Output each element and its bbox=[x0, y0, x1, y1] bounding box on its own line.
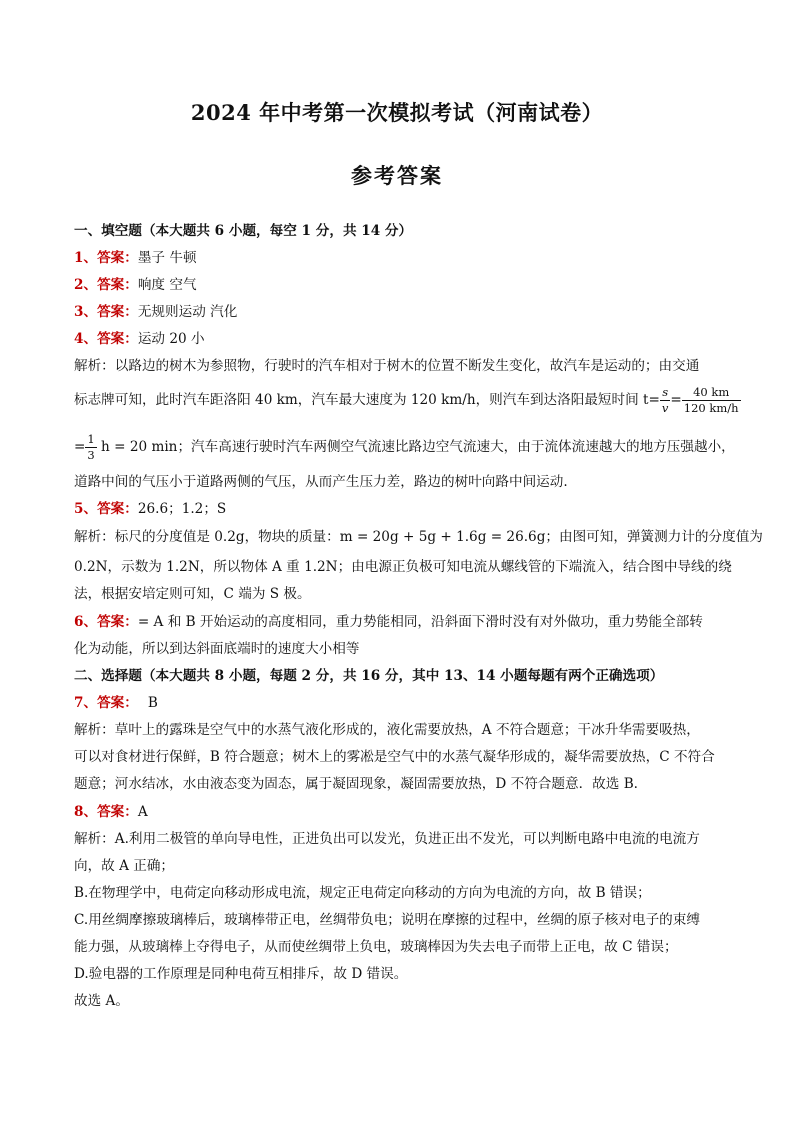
q4-answer-label: 答案 bbox=[97, 331, 125, 347]
section1-heading: 一、填空题（本大题共 6 小题，每空 1 分，共 14 分） bbox=[74, 223, 413, 239]
q7-answer: B bbox=[147, 695, 158, 711]
q8-explanation-line4: C.用丝绸摩擦玻璃棒后，玻璃棒带正电，丝绸带负电；说明在摩擦的过程中，丝绸的原子核对电子的束缚 bbox=[74, 912, 700, 928]
q6-answer-line: 6、答案：= A 和 B 开始运动的高度相同，重力势能相同，沿斜面下滑时没有对外做功，重力势能全部转 bbox=[74, 614, 703, 630]
q6-answer-line2: 化为动能，所以到达斜面底端时的速度大小相等 bbox=[74, 641, 360, 657]
fraction-distance-over-speed bbox=[682, 385, 741, 416]
q4-answer: 运动 20 小 bbox=[137, 331, 205, 347]
frac-denominator-v: v bbox=[661, 401, 669, 415]
q5-answer: 26.6；1.2；S bbox=[137, 501, 227, 517]
q5-explanation-line2: 0.2N，示数为 1.2N，所以物体 A 重 1.2N；由电源正负极可知电流从螺线管的下端流入，结合图中导线的绕 bbox=[74, 559, 732, 575]
q4-explanation-line1: 解析：以路边的树木为参照物，行驶时的汽车相对于树木的位置不断发生变化，故汽车是运动的；由交通 bbox=[74, 358, 700, 374]
q4-explanation-text: 标志牌可知，此时汽车距洛阳 40 km，汽车最大速度为 120 km/h，则汽车到达洛阳最短时间 t= bbox=[74, 392, 660, 408]
q2-answer-line: 2、答案：响度 空气 bbox=[74, 277, 197, 293]
q5-number: 5、 bbox=[74, 501, 98, 517]
q8-explanation-line7: 故选 A。 bbox=[74, 993, 129, 1009]
q8-explanation-line1: 解析：A.利用二极管的单向导电性，正进负出可以发光，负进正出不发光，可以判断电路中电流的电流方 bbox=[74, 831, 700, 847]
q1-answer: 墨子 牛顿 bbox=[137, 250, 197, 266]
q7-answer-line: 7、答案： B bbox=[74, 695, 158, 711]
fraction-s-over-v bbox=[660, 385, 671, 416]
q3-answer: 无规则运动 汽化 bbox=[137, 304, 238, 320]
q4-number: 4、 bbox=[74, 331, 98, 347]
q6-answer-label: 答案 bbox=[97, 614, 125, 630]
q2-answer: 响度 空气 bbox=[137, 277, 197, 293]
q6-number: 6、 bbox=[74, 614, 98, 630]
section2-heading: 二、选择题（本大题共 8 小题，每题 2 分，共 16 分，其中 13、14 小题每题有两个正确选项） bbox=[74, 668, 664, 684]
page-title: 2024 年中考第一次模拟考试（河南试卷） bbox=[190, 100, 604, 125]
frac-denominator-3: 3 bbox=[87, 448, 95, 462]
equals-sign: = bbox=[670, 392, 682, 408]
q5-explanation-line3: 法，根据安培定则可知，C 端为 S 极。 bbox=[74, 586, 311, 602]
q8-explanation-line5: 能力强，从玻璃棒上夺得电子，从而使丝绸带上负电，玻璃棒因为失去电子而带上正电，故 C 错误； bbox=[74, 939, 678, 955]
q6-answer: = A 和 B 开始运动的高度相同，重力势能相同，沿斜面下滑时没有对外做功，重力势能全部转 bbox=[137, 614, 703, 630]
q3-number: 3、 bbox=[74, 304, 98, 320]
q8-number: 8、 bbox=[74, 804, 98, 820]
q7-explanation-line1: 解析：草叶上的露珠是空气中的水蒸气液化形成的，液化需要放热，A 不符合题意；干冰升华需要吸热， bbox=[74, 722, 700, 738]
q8-answer: A bbox=[137, 804, 148, 820]
q7-explanation-line2: 可以对食材进行保鲜，B 符合题意；树木上的雾凇是空气中的水蒸气凝华形成的，凝华需要放热，C 不符合 bbox=[74, 749, 715, 765]
q2-number: 2、 bbox=[74, 277, 98, 293]
q3-answer-line: 3、答案：无规则运动 汽化 bbox=[74, 304, 238, 320]
fraction-one-third bbox=[85, 432, 96, 463]
q3-answer-label: 答案 bbox=[97, 304, 125, 320]
q8-answer-line: 8、答案：A bbox=[74, 804, 148, 820]
q4-explanation-line2 bbox=[74, 385, 741, 416]
q4-explanation-line4: 道路中间的气压小于道路两侧的气压，从而产生压力差，路边的树叶向路中间运动. bbox=[74, 474, 568, 490]
frac-numerator-distance: 40 km bbox=[682, 385, 741, 401]
q5-explanation-line1: 解析：标尺的分度值是 0.2g，物块的质量：m = 20g + 5g + 1.6g = 26.6g；由图可知，弹簧测力计的分度值为 bbox=[74, 529, 763, 545]
frac-denominator-speed: 120 km/h bbox=[683, 401, 739, 415]
q1-number: 1、 bbox=[74, 250, 98, 266]
q1-answer-line: 1、答案：墨子 牛顿 bbox=[74, 250, 197, 266]
q4-explanation-text-2: h = 20 min；汽车高速行驶时汽车两侧空气流速比路边空气流速大，由于流体流速越大的地方压强越小， bbox=[96, 439, 735, 455]
q4-answer-line: 4、答案：运动 20 小 bbox=[74, 331, 205, 347]
q7-answer-label: 答案 bbox=[97, 695, 125, 711]
q8-explanation-line6: D.验电器的工作原理是同种电荷互相排斥，故 D 错误。 bbox=[74, 966, 408, 982]
q7-explanation-line3: 题意；河水结冰，水由液态变为固态，属于凝固现象，凝固需要放热，D 不符合题意．故选 B. bbox=[74, 776, 639, 792]
equals-sign-2: = bbox=[74, 439, 86, 455]
q5-answer-line: 5、答案：26.6；1.2；S bbox=[74, 501, 227, 517]
q8-explanation-line2: 向，故 A 正确； bbox=[74, 858, 175, 874]
q8-explanation-line3: B.在物理学中，电荷定向移动形成电流，规定正电荷定向移动的方向为电流的方向，故 B 错误； bbox=[74, 885, 651, 901]
q4-explanation-line3 bbox=[74, 432, 735, 463]
frac-numerator-1: 1 bbox=[87, 432, 95, 446]
q5-answer-label: 答案 bbox=[97, 501, 125, 517]
q7-number: 7、 bbox=[74, 695, 98, 711]
frac-numerator-s: s bbox=[660, 385, 671, 401]
q2-answer-label: 答案 bbox=[97, 277, 125, 293]
q1-answer-label: 答案 bbox=[97, 250, 125, 266]
q8-answer-label: 答案 bbox=[97, 804, 125, 820]
page-subtitle: 参考答案 bbox=[351, 163, 443, 188]
